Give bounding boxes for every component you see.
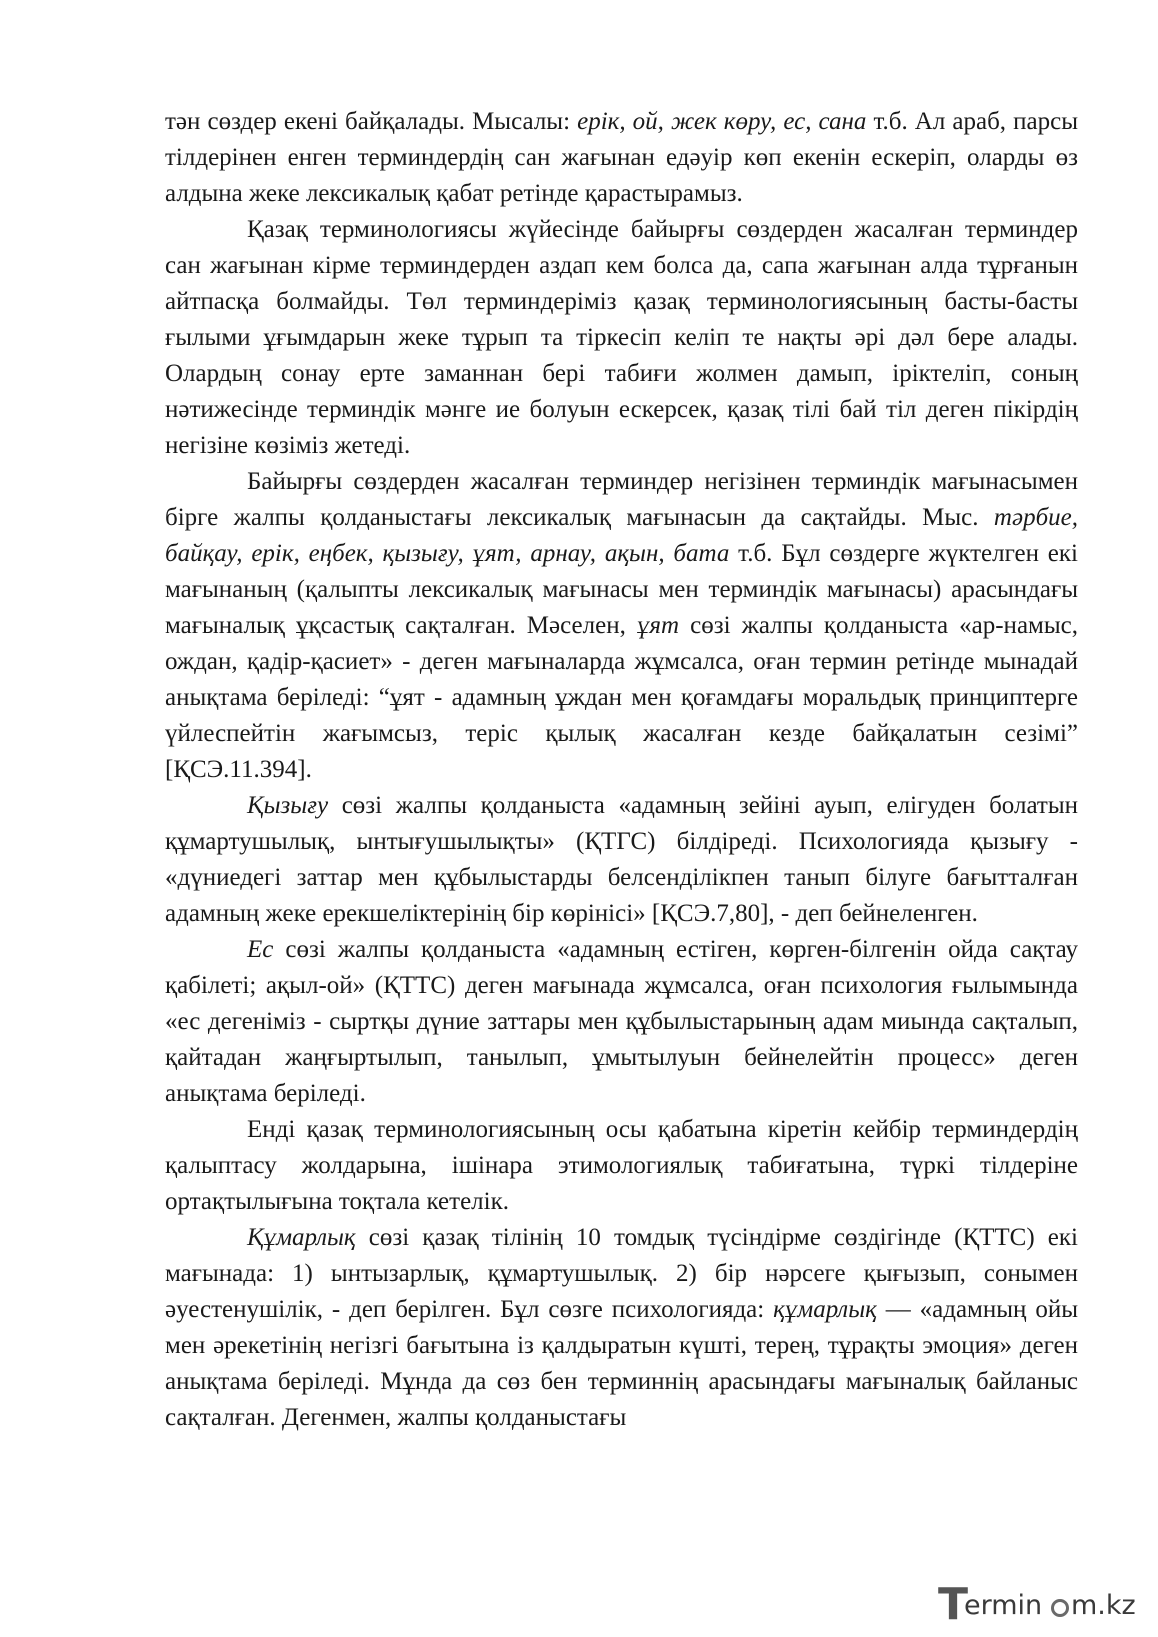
text-run: Қазақ терминологиясы жүйесінде байырғы сөздерден жасалған терминдер сан жағынан кірме терминдерден аздап кем болса да, сапа жағынан алда тұрғанын айтпасқа болмайды. Төл терминдеріміз қазақ терминологиясының басты-басты ғылыми ұғымдарын жеке тұрып та тіркесіп келіп те нақты әрі дәл бере алады. Олардың сонау ерте заманнан бері табиғи жолмен дамып, іріктеліп, соның нәтижесінде терминдік мәнге ие болуын ескерсек, қазақ тілі бай тіл деген пікірдің негізіне көзіміз жетеді. — [165, 216, 1078, 459]
watermark-text-part2: m.kz — [1071, 1590, 1136, 1621]
text-run: сөзі қазақ тілінің 10 томдық түсіндірме сөздігінде (ҚТТС) екі мағынада: 1) ынтызарлық, құмартушылық. 2) бір нәрсеге қығызып, сонымен әуестенушілік, - деп берілген. Бұл сөзге психологияда: — [165, 1224, 1078, 1323]
text-run: сөзі жалпы қолданыста «адамның зейіні ауып, елігуден болатын құмартушылық, ынтығушылықты» (ҚТГС) білдіреді. Психологияда қызығу - «дүниедегі заттар мен құбылыстарды белсенділікпен танып білуге бағытталған адамның жеке ерекшеліктерінің бір көрінісі» [ҚСЭ.7,80], - деп бейнеленген. — [165, 792, 1078, 927]
paragraph — [165, 104, 1078, 212]
text-run: сөзі жалпы қолданыста «адамның естіген, көрген-білгенін ойда сақтау қабілеті; ақыл-ой» (ҚТТС) деген мағынада жұмсалса, оған психология ғылымында «ес дегеніміз - сыртқы дүние заттары мен құбылыстарының адам миында сақталып, қайтадан жаңғыртылып, танылып, ұмытылуын бейнелейтін процесс» деген анықтама беріледі. — [165, 936, 1078, 1107]
italic-term: Құмарлық — [247, 1224, 356, 1251]
document-body — [165, 104, 1078, 1436]
paragraph — [165, 212, 1078, 464]
paragraph — [165, 932, 1078, 1112]
paragraph — [165, 788, 1078, 932]
text-run: т.б. Ал араб, парсы тілдерінен енген терминдердің сан жағынан едәуір көп екенін ескеріп, оларды өз алдына жеке лексикалық қабат ретінде қарастырамыз. — [165, 108, 1078, 207]
italic-term: Ес — [247, 936, 274, 963]
italic-term: тәрбие, байқау, ерік, еңбек, қызығу, ұят, арнау, ақын, бата — [165, 504, 1078, 567]
watermark-text-part1: ermin — [964, 1590, 1043, 1621]
paragraph — [165, 464, 1078, 788]
text-run: тән сөздер екені байқалады. Мысалы: — [165, 108, 578, 135]
watermark-letter-t: T — [938, 1579, 969, 1630]
termincom-watermark — [938, 1577, 1158, 1637]
italic-term: ұят — [636, 612, 680, 639]
italic-term: Қызығу — [247, 792, 329, 819]
text-run: Енді қазақ терминологиясының осы қабатына кіретін кейбір терминдердің қалыптасу жолдарына, ішінара этимологиялық табиғатына, түркі тілдеріне ортақтылығына тоқтала кетелік. — [165, 1116, 1078, 1215]
paragraph — [165, 1220, 1078, 1436]
circle-o-icon — [1051, 1599, 1069, 1617]
italic-term: ерік, ой, жек көру, ес, сана — [577, 108, 867, 135]
italic-term: құмарлық — [773, 1296, 877, 1323]
text-run: Байырғы сөздерден жасалған терминдер негізінен терминдік мағынасымен бірге жалпы қолданыстағы лексикалық мағынасын да сақтайды. Мыс. — [165, 468, 1078, 531]
text-run: сөзі жалпы қолданыста «ар-намыс, ождан, қадір-қасиет» - деген мағыналарда жұмсалса, оған термин ретінде мынадай анықтама беріледі: “ұят - адамның ұждан мен қоғамдағы моральдық принциптерге үйлеспейтін жағымсыз, теріс қылық жасалған кезде байқалатын сезімі” [ҚСЭ.11.394]. — [165, 612, 1078, 783]
text-run: — «адамның ойы мен әрекетінің негізгі бағытына із қалдыратын күшті, терең, тұрақты эмоция» деген анықтама беріледі. Мұнда да сөз бен терминнің арасындағы мағыналық байланыс сақталған. Дегенмен, жалпы қолданыстағы — [165, 1296, 1078, 1431]
paragraph — [165, 1112, 1078, 1220]
text-run: т.б. Бұл сөздерге жүктелген екі мағынаның (қалыпты лексикалық мағынасы мен терминдік мағынасы) арасындағы мағыналық ұқсастық сақталған. Мәселен, — [165, 540, 1078, 639]
